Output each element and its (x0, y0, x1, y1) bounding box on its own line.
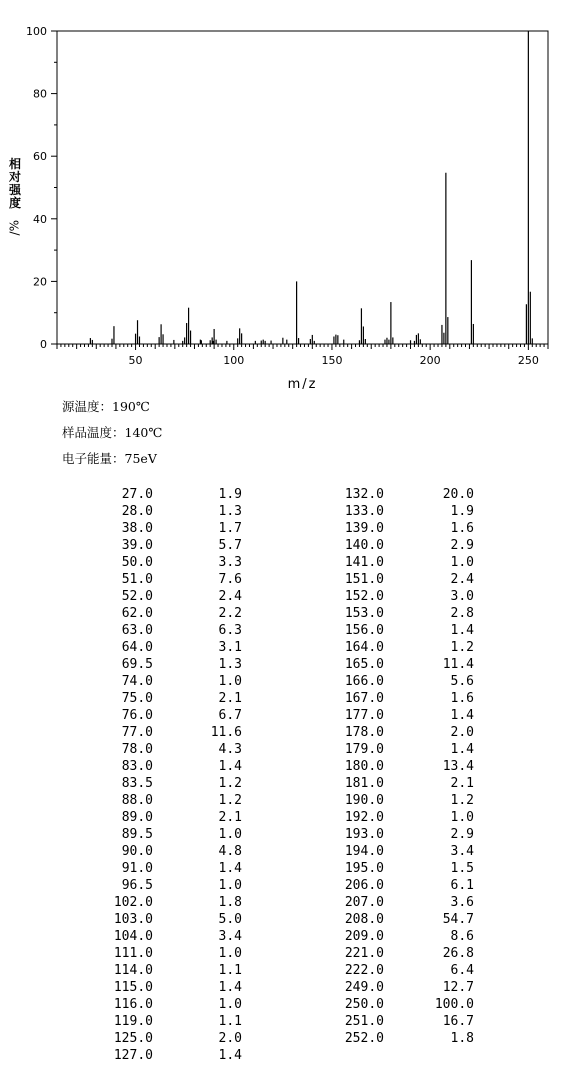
intensity-cell: 7.6 (218, 572, 242, 587)
intensity-cell: 100.0 (434, 997, 474, 1012)
intensity-cell: 1.1 (218, 1014, 242, 1029)
intensity-cell: 1.2 (218, 776, 242, 791)
table-row (95, 537, 474, 554)
table-row (95, 1013, 474, 1030)
intensity-cell: 6.4 (450, 963, 474, 978)
mz-cell: 50.0 (121, 555, 153, 570)
mz-cell: 62.0 (121, 606, 153, 621)
condition-label: 电子能量： (62, 451, 125, 466)
condition-value: 190℃ (112, 399, 150, 414)
table-row (95, 520, 474, 537)
table-row (95, 826, 474, 843)
intensity-cell: 11.4 (442, 657, 474, 672)
mz-cell: 152.0 (344, 589, 384, 604)
intensity-cell: 2.8 (450, 606, 474, 621)
mz-cell: 151.0 (344, 572, 384, 587)
mz-cell: 111.0 (113, 946, 153, 961)
intensity-cell: 6.3 (218, 623, 242, 638)
intensity-cell: 1.0 (218, 997, 242, 1012)
intensity-cell: 5.6 (450, 674, 474, 689)
mz-cell: 75.0 (121, 691, 153, 706)
intensity-cell: 1.2 (450, 640, 474, 655)
intensity-cell: 2.4 (450, 572, 474, 587)
mz-cell: 221.0 (344, 946, 384, 961)
mz-cell: 140.0 (344, 538, 384, 553)
x-tick-label: 250 (517, 354, 539, 367)
intensity-cell: 1.4 (218, 759, 242, 774)
table-row (95, 707, 474, 724)
intensity-cell: 1.4 (218, 980, 242, 995)
x-axis-label: m/z (287, 377, 318, 392)
mz-cell: 114.0 (113, 963, 153, 978)
table-row (95, 571, 474, 588)
mz-cell: 104.0 (113, 929, 153, 944)
x-tick-label: 50 (128, 354, 143, 367)
intensity-cell: 1.3 (218, 657, 242, 672)
mz-cell: 207.0 (344, 895, 384, 910)
mz-cell: 206.0 (344, 878, 384, 893)
intensity-cell: 1.8 (218, 895, 242, 910)
intensity-cell: 2.9 (450, 827, 474, 842)
mz-cell: 192.0 (344, 810, 384, 825)
y-tick-label: 20 (33, 275, 47, 289)
table-row (95, 486, 474, 503)
x-tick-label: 150 (321, 354, 343, 367)
intensity-cell: 4.8 (218, 844, 242, 859)
intensity-cell: 5.7 (218, 538, 242, 553)
mz-cell: 222.0 (344, 963, 384, 978)
intensity-cell: 54.7 (442, 912, 474, 927)
mz-cell: 38.0 (121, 521, 153, 536)
table-row (95, 1030, 474, 1047)
intensity-cell: 13.4 (442, 759, 474, 774)
mz-cell: 181.0 (344, 776, 384, 791)
mz-cell: 252.0 (344, 1031, 384, 1046)
mz-cell: 52.0 (121, 589, 153, 604)
mz-cell: 103.0 (113, 912, 153, 927)
mz-cell: 77.0 (121, 725, 153, 740)
table-row (95, 724, 474, 741)
mz-cell: 119.0 (113, 1014, 153, 1029)
mz-cell: 156.0 (344, 623, 384, 638)
table-row (95, 588, 474, 605)
condition-value: 75eV (124, 451, 157, 466)
condition-line (62, 423, 162, 449)
table-row (95, 605, 474, 622)
table-row (95, 792, 474, 809)
condition-line (62, 449, 162, 475)
peak-bars (90, 31, 532, 344)
condition-line (62, 397, 162, 423)
table-row (95, 758, 474, 775)
mz-cell: 91.0 (121, 861, 153, 876)
intensity-cell: 1.4 (450, 742, 474, 757)
intensity-cell: 1.3 (218, 504, 242, 519)
mz-cell: 69.5 (121, 657, 153, 672)
y-tick-label: 60 (33, 150, 47, 164)
intensity-cell: 1.0 (218, 827, 242, 842)
mz-cell: 177.0 (344, 708, 384, 723)
table-row (95, 894, 474, 911)
mass-spectrum-chart (0, 0, 570, 395)
mz-cell: 125.0 (113, 1031, 153, 1046)
mz-cell: 63.0 (121, 623, 153, 638)
intensity-cell: 3.1 (218, 640, 242, 655)
intensity-cell: 20.0 (442, 487, 474, 502)
intensity-cell: 3.4 (450, 844, 474, 859)
intensity-cell: 1.0 (218, 946, 242, 961)
mz-cell: 88.0 (121, 793, 153, 808)
mz-cell (242, 1047, 384, 1064)
table-row (95, 843, 474, 860)
mz-cell: 51.0 (121, 572, 153, 587)
y-tick-label: 0 (40, 338, 47, 351)
table-row (95, 503, 474, 520)
y-axis-unit: /% (7, 220, 22, 236)
table-row (95, 673, 474, 690)
mz-cell: 83.5 (121, 776, 153, 791)
mz-cell: 193.0 (344, 827, 384, 842)
intensity-cell: 2.1 (450, 776, 474, 791)
intensity-cell: 3.4 (218, 929, 242, 944)
intensity-cell: 2.2 (218, 606, 242, 621)
mz-cell: 115.0 (113, 980, 153, 995)
intensity-cell: 5.0 (218, 912, 242, 927)
table-row (95, 945, 474, 962)
mz-cell: 76.0 (121, 708, 153, 723)
intensity-cell: 2.0 (218, 1031, 242, 1046)
intensity-cell: 1.6 (450, 521, 474, 536)
chart-axes (51, 31, 548, 350)
intensity-cell: 2.9 (450, 538, 474, 553)
intensity-cell: 1.4 (218, 861, 242, 876)
mz-cell: 139.0 (344, 521, 384, 536)
mz-cell: 102.0 (113, 895, 153, 910)
intensity-cell: 1.0 (218, 674, 242, 689)
condition-label: 样品温度： (62, 425, 125, 440)
intensity-cell: 2.4 (218, 589, 242, 604)
intensity-cell: 1.9 (450, 504, 474, 519)
intensity-cell: 3.0 (450, 589, 474, 604)
mz-cell: 78.0 (121, 742, 153, 757)
y-tick-label: 80 (33, 87, 47, 101)
mz-cell: 178.0 (344, 725, 384, 740)
table-row (95, 690, 474, 707)
intensity-cell: 1.6 (450, 691, 474, 706)
mz-cell: 208.0 (344, 912, 384, 927)
mz-cell: 127.0 (113, 1048, 153, 1063)
table-row (95, 1047, 474, 1064)
table-row (95, 622, 474, 639)
intensity-cell: 16.7 (442, 1014, 474, 1029)
intensity-cell: 1.0 (218, 878, 242, 893)
intensity-cell: 1.4 (450, 623, 474, 638)
mz-cell: 116.0 (113, 997, 153, 1012)
mz-cell: 180.0 (344, 759, 384, 774)
y-axis-label: 相对强度 (8, 157, 22, 210)
mz-cell: 179.0 (344, 742, 384, 757)
table-row (95, 809, 474, 826)
x-tick-label: 100 (223, 354, 245, 367)
mz-cell: 89.0 (121, 810, 153, 825)
intensity-cell: 1.7 (218, 521, 242, 536)
intensity-cell: 1.4 (450, 708, 474, 723)
intensity-cell: 12.7 (442, 980, 474, 995)
intensity-cell: 8.6 (450, 929, 474, 944)
table-row (95, 554, 474, 571)
plot-frame (57, 31, 548, 344)
mz-cell: 133.0 (344, 504, 384, 519)
table-row (95, 996, 474, 1013)
mz-cell: 141.0 (344, 555, 384, 570)
mz-cell: 195.0 (344, 861, 384, 876)
mz-cell: 166.0 (344, 674, 384, 689)
conditions-block (62, 397, 162, 475)
table-row (95, 741, 474, 758)
mz-cell: 132.0 (344, 487, 384, 502)
table-row (95, 979, 474, 996)
mz-cell: 64.0 (121, 640, 153, 655)
mz-cell: 194.0 (344, 844, 384, 859)
intensity-cell (384, 1047, 474, 1064)
intensity-cell: 6.7 (218, 708, 242, 723)
mz-cell: 153.0 (344, 606, 384, 621)
intensity-cell: 3.6 (450, 895, 474, 910)
mz-cell: 74.0 (121, 674, 153, 689)
mz-cell: 249.0 (344, 980, 384, 995)
mz-cell: 28.0 (121, 504, 153, 519)
mz-cell: 250.0 (344, 997, 384, 1012)
intensity-cell: 6.1 (450, 878, 474, 893)
intensity-cell: 2.0 (450, 725, 474, 740)
axis-labels (8, 25, 539, 392)
y-tick-label: 100 (26, 25, 47, 38)
y-tick-label: 40 (33, 212, 47, 226)
table-row (95, 639, 474, 656)
mz-cell: 190.0 (344, 793, 384, 808)
intensity-cell: 4.3 (218, 742, 242, 757)
table-row (95, 860, 474, 877)
table-row (95, 656, 474, 673)
mz-cell: 251.0 (344, 1014, 384, 1029)
intensity-cell: 1.0 (450, 555, 474, 570)
table-row (95, 962, 474, 979)
intensity-cell: 1.8 (450, 1031, 474, 1046)
intensity-cell: 26.8 (442, 946, 474, 961)
table-row (95, 928, 474, 945)
intensity-cell: 3.3 (218, 555, 242, 570)
table-row (95, 775, 474, 792)
intensity-cell: 1.0 (450, 810, 474, 825)
mz-cell: 39.0 (121, 538, 153, 553)
mz-cell: 167.0 (344, 691, 384, 706)
intensity-cell: 1.2 (450, 793, 474, 808)
condition-label: 源温度： (62, 399, 113, 414)
intensity-cell: 1.9 (218, 487, 242, 502)
x-tick-label: 200 (419, 354, 441, 367)
condition-value: 140℃ (124, 425, 163, 440)
intensity-cell: 11.6 (210, 725, 242, 740)
peak-table (95, 486, 474, 1064)
intensity-cell: 1.5 (450, 861, 474, 876)
intensity-cell: 1.4 (218, 1048, 242, 1063)
table-row (95, 911, 474, 928)
intensity-cell: 2.1 (218, 691, 242, 706)
mz-cell: 96.5 (121, 878, 153, 893)
mz-cell: 83.0 (121, 759, 153, 774)
mz-cell: 90.0 (121, 844, 153, 859)
mz-cell: 27.0 (121, 487, 153, 502)
intensity-cell: 2.1 (218, 810, 242, 825)
intensity-cell: 1.2 (218, 793, 242, 808)
mz-cell: 165.0 (344, 657, 384, 672)
mz-cell: 164.0 (344, 640, 384, 655)
table-row (95, 877, 474, 894)
mz-cell: 209.0 (344, 929, 384, 944)
intensity-cell: 1.1 (218, 963, 242, 978)
mz-cell: 89.5 (121, 827, 153, 842)
